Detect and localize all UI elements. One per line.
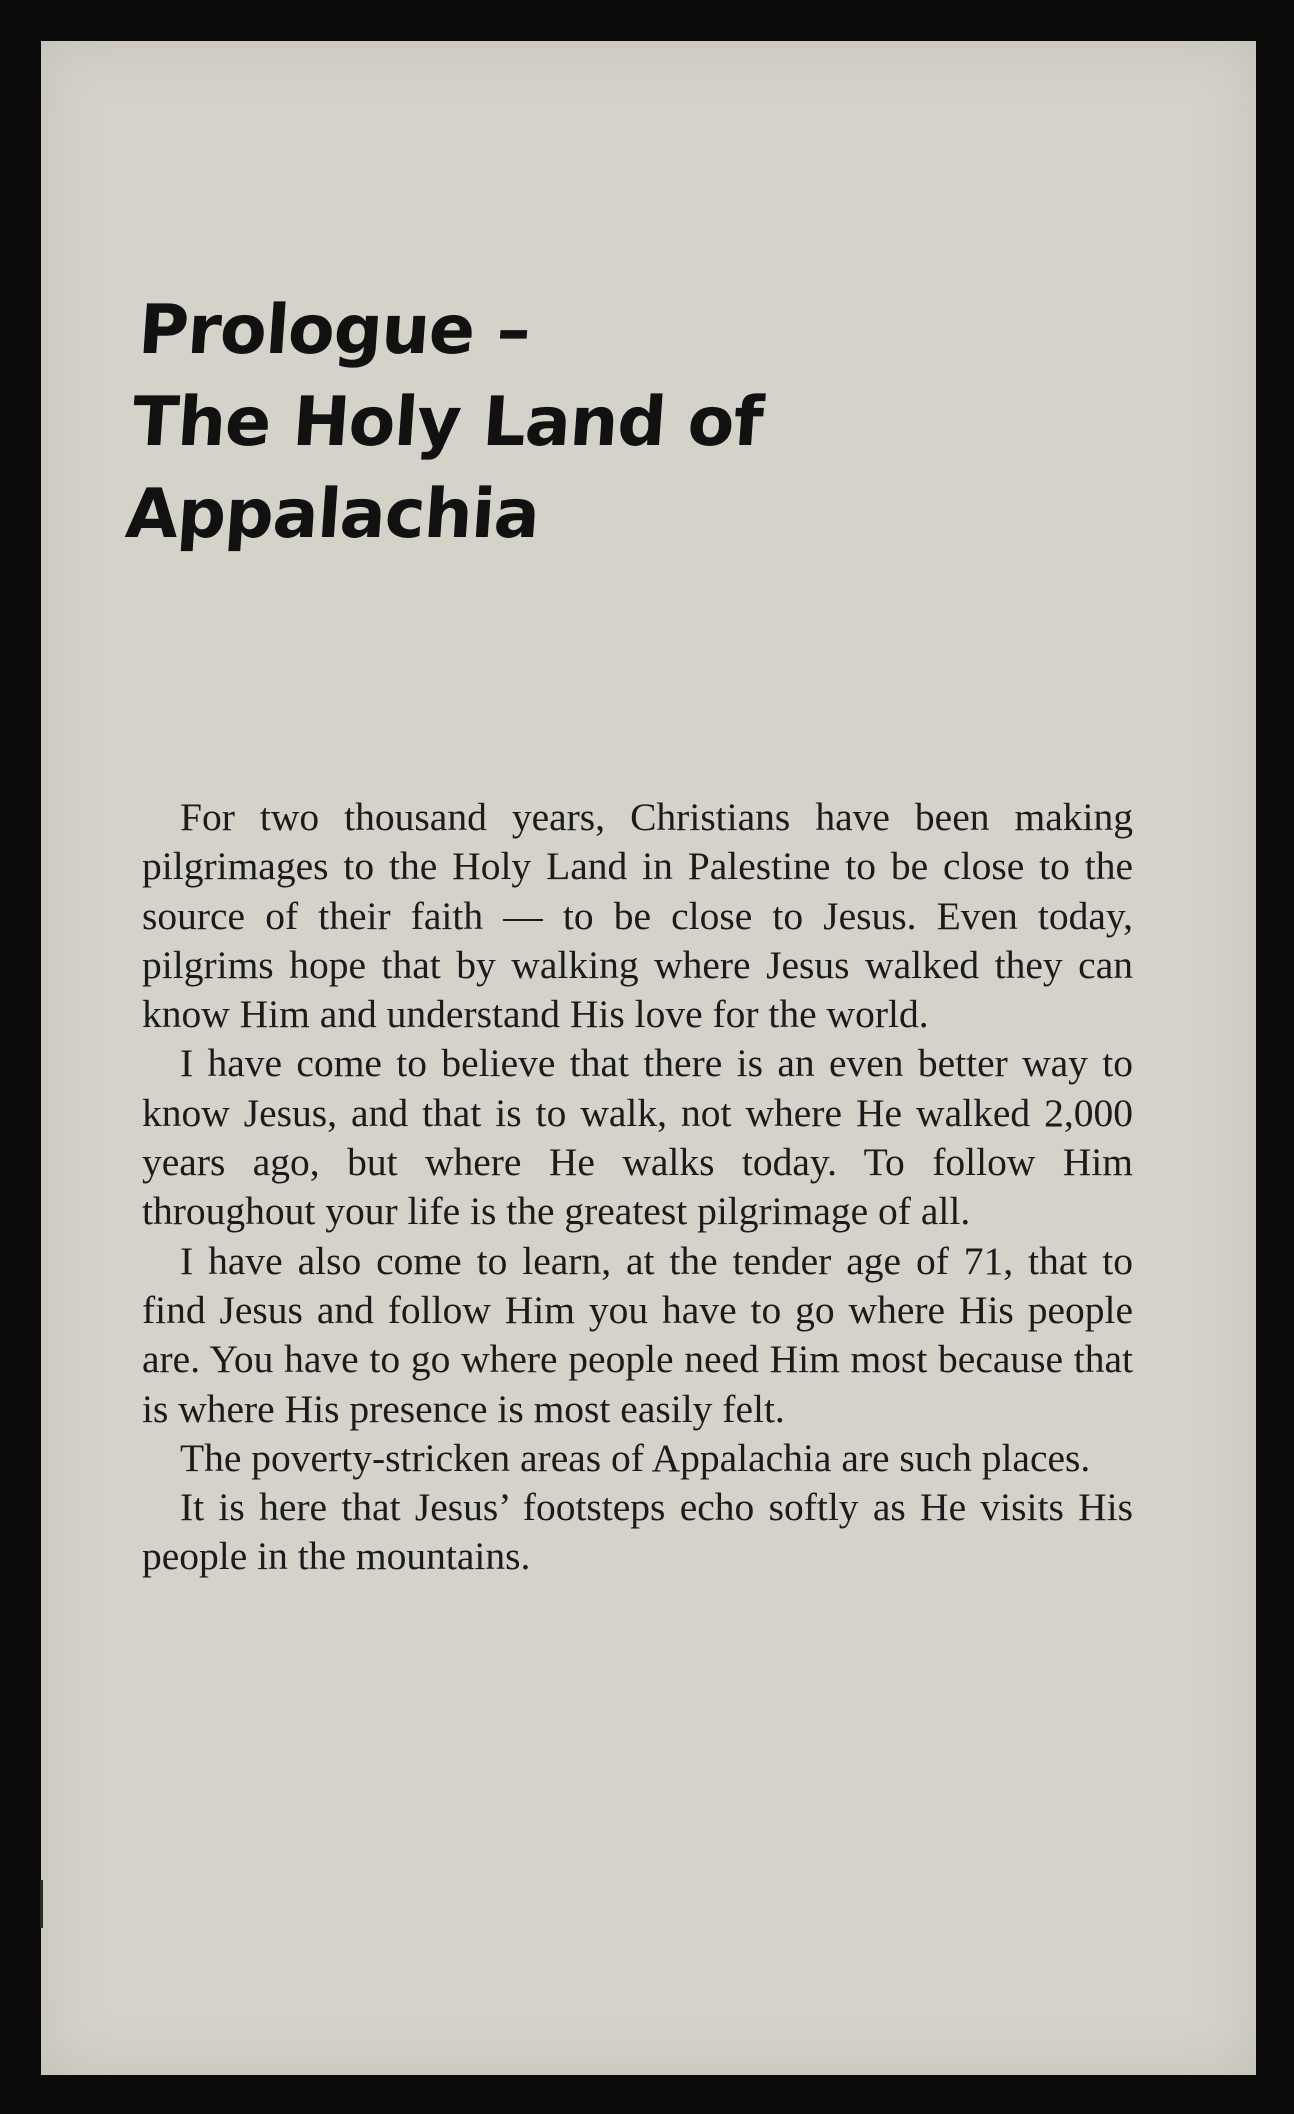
paragraph-3: I have also come to learn, at the tender age of 71, that to find Jesus and follow Him you have to go where His people are. You have to go where people need Him most because that is where His presence is most easily felt. — [142, 1238, 1133, 1431]
prologue-body — [142, 793, 1133, 1582]
scan-edge-mark — [40, 1880, 43, 1928]
chapter-title-line-1: Prologue – — [136, 291, 533, 370]
paragraph-5: It is here that Jesus’ footsteps echo softly as He visits His people in the mountains. — [142, 1485, 1133, 1579]
chapter-title-line-2: The Holy Land of — [129, 383, 765, 462]
paragraph-1: For two thousand years, Christians have been making pilgrimages to the Holy Land in Palestine to be close to the source of their faith — to be close to Jesus. Even today, pilgrims hope that by walking where Jesus walked they can know Him and understand His love for the world. — [142, 795, 1133, 1037]
paragraph-2: I have come to believe that there is an even better way to know Jesus, and that is to walk, not where He walked 2,000 years ago, but where He walks today. To follow Him throughout your life is the greatest pilgrimage of all. — [142, 1041, 1133, 1234]
paragraph-4: The poverty-stricken areas of Appalachia are such places. — [180, 1435, 1091, 1480]
chapter-title-line-3: Appalachia — [123, 475, 542, 554]
chapter-title — [123, 285, 772, 561]
